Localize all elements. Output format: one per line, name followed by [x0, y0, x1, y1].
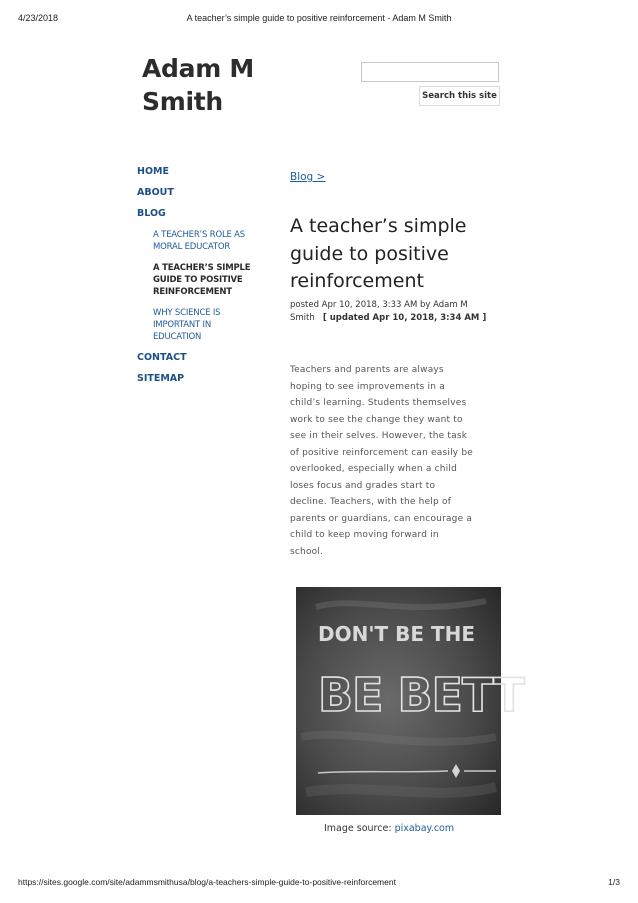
- nav-item-contact[interactable]: CONTACT: [137, 352, 187, 363]
- post-title-line: reinforcement: [290, 270, 424, 292]
- nav-subitem-line: GUIDE TO POSITIVE: [153, 275, 243, 285]
- print-page-number: 1/3: [608, 877, 620, 887]
- nav-subitem-moral-educator[interactable]: [153, 229, 262, 253]
- image-source-link[interactable]: pixabay.com: [394, 823, 455, 834]
- post-title-line: A teacher’s simple: [290, 215, 467, 237]
- search-button[interactable]: Search this site: [419, 86, 500, 106]
- site-title-line-2: Smith: [142, 87, 223, 116]
- nav-subitem-line: A TEACHER’S SIMPLE: [153, 263, 251, 273]
- post-body-line: hoping to see improvements in a: [290, 381, 445, 392]
- print-page-title: A teacher’s simple guide to positive reinforcement - Adam M Smith: [186, 13, 452, 23]
- chalkboard-image[interactable]: [296, 587, 524, 815]
- nav-item-about[interactable]: ABOUT: [137, 187, 174, 198]
- post-title-line: guide to positive: [290, 242, 449, 265]
- image-caption: [324, 823, 454, 834]
- nav-item-sitemap[interactable]: SITEMAP: [137, 373, 185, 384]
- print-url: https://sites.google.com/site/adammsmithusa/blog/a-teachers-simple-guide-to-positive-reinforcement: [18, 877, 396, 887]
- nav-subitem-positive-reinforcement[interactable]: [153, 262, 262, 298]
- site-title-line-1: Adam M: [142, 54, 254, 83]
- post-body: [290, 362, 502, 560]
- post-body-line: decline. Teachers, with the help of: [290, 497, 452, 507]
- nav-subitem-line: REINFORCEMENT: [153, 287, 232, 297]
- nav-item-home[interactable]: HOME: [137, 166, 169, 177]
- chalkboard-graphic: [296, 587, 524, 815]
- nav-subitem-line: EDUCATION: [153, 332, 202, 342]
- post-body-line: overlooked, especially when a child: [290, 464, 457, 474]
- nav-subitem-line: IMPORTANT IN: [153, 320, 212, 330]
- search-input[interactable]: [361, 62, 499, 82]
- post-title: [290, 213, 490, 296]
- sidebar-nav: [137, 166, 262, 385]
- post-body-line: school.: [290, 546, 324, 557]
- nav-subitem-line: WHY SCIENCE IS: [153, 308, 221, 318]
- nav-item-blog[interactable]: BLOG: [137, 208, 166, 219]
- post-body-line: see in their selves. However, the task: [290, 431, 468, 441]
- post-meta-updated: [ updated Apr 10, 2018, 3:34 AM ]: [322, 313, 487, 323]
- nav-subitem-line: MORAL EDUCATOR: [153, 242, 231, 252]
- chalk-text-line-2: BE BETT: [318, 668, 524, 722]
- post-body-line: child to keep moving forward in: [290, 530, 439, 540]
- post-body-line: work to see the change they want to: [290, 414, 463, 425]
- post-body-line: child’s learning. Students themselves: [290, 398, 467, 408]
- post-body-line: of positive reinforcement can easily be: [290, 447, 474, 458]
- breadcrumb-blog[interactable]: Blog >: [290, 171, 326, 183]
- post-body-line: Teachers and parents are always: [290, 365, 444, 375]
- chalk-text-line-1: DON'T BE THE: [318, 622, 475, 646]
- post-meta: [290, 299, 490, 325]
- print-header: [18, 13, 620, 25]
- chalk-smudge: [306, 787, 496, 793]
- post-meta-author: Smith: [290, 313, 315, 323]
- nav-subitem-line: A TEACHER’S ROLE AS: [153, 230, 245, 240]
- print-date: 4/23/2018: [18, 13, 59, 23]
- post-body-line: loses focus and grades start to: [290, 480, 436, 491]
- nav-subitem-science-education[interactable]: [153, 307, 262, 343]
- site-title[interactable]: [142, 52, 302, 118]
- post-body-line: parents or guardians, can encourage a: [290, 513, 473, 524]
- caption-label: Image source:: [324, 823, 392, 834]
- print-footer: [18, 877, 620, 889]
- post-meta-posted: posted Apr 10, 2018, 3:33 AM by Adam M: [290, 300, 468, 310]
